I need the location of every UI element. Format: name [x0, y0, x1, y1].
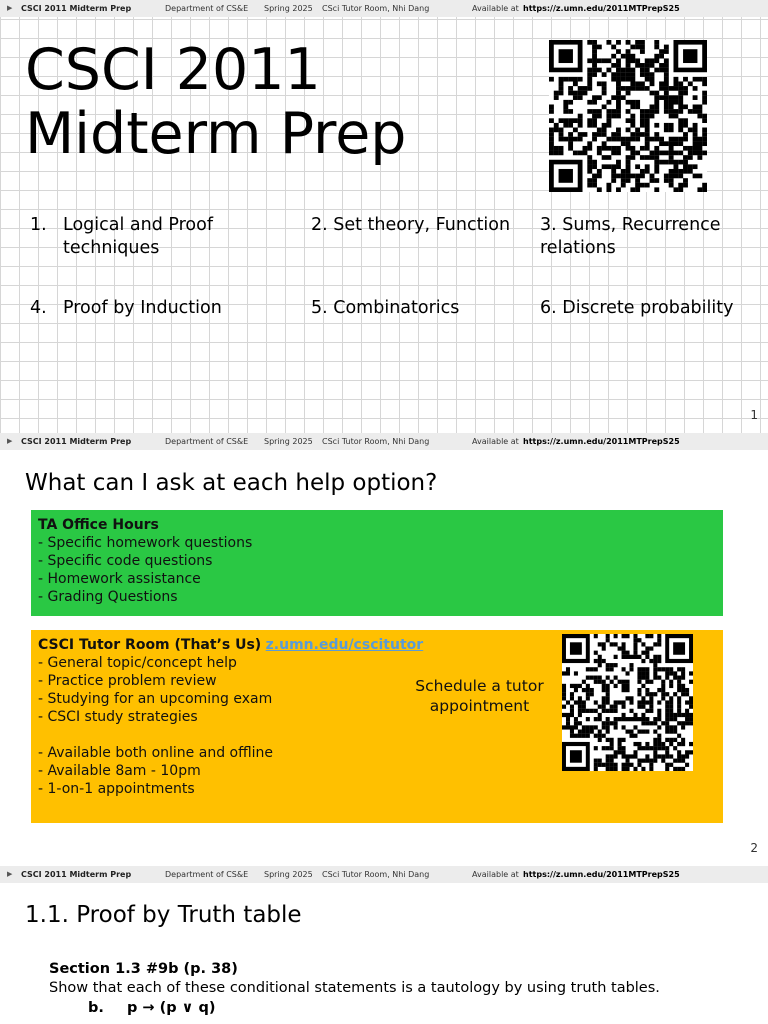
ta-item: - Specific homework questions [38, 535, 253, 551]
topic-3 [540, 214, 760, 260]
topic-text: Proof by Induction [63, 298, 222, 318]
page-number: 1 [750, 408, 758, 422]
slide-title [25, 38, 407, 166]
play-icon: ▶ [7, 4, 13, 12]
topic-number: 1. [30, 215, 47, 235]
header-dept: Department of CS&E [165, 4, 249, 13]
tutor-item: - Available both online and offline [38, 745, 274, 761]
topic-text: 5. Combinatorics [311, 298, 460, 318]
slide-header [0, 866, 768, 883]
tutor-item: - Available 8am - 10pm [38, 763, 201, 779]
ta-office-hours-box [31, 510, 723, 616]
tutor-item: - 1-on-1 appointments [38, 781, 195, 797]
header-available: Available at [472, 437, 519, 446]
tutor-item: - General topic/concept help [38, 655, 237, 671]
tutor-link[interactable]: z.umn.edu/cscitutor [265, 637, 424, 653]
slide-3 [0, 866, 768, 1024]
tutor-item: - CSCI study strategies [38, 709, 198, 725]
schedule-line-2: appointment [429, 697, 530, 715]
header-available: Available at [472, 870, 519, 879]
tutor-qr-code[interactable] [562, 634, 693, 771]
schedule-line-1: Schedule a tutor [415, 677, 544, 695]
slide-header [0, 433, 768, 450]
topic-1 [30, 214, 270, 260]
header-available: Available at [472, 4, 519, 13]
header-dept: Department of CS&E [165, 437, 249, 446]
topic-2 [311, 214, 511, 237]
part-label: b. [88, 1000, 104, 1016]
schedule-appointment-text [401, 676, 558, 716]
topic-5 [311, 297, 521, 320]
part-expression: p → (p ∨ q) [127, 1000, 216, 1016]
topic-4 [30, 297, 290, 320]
tutor-room-box [31, 630, 723, 823]
topic-number: 4. [30, 298, 47, 318]
topic-text: 2. Set theory, Function [311, 215, 511, 235]
qr-code[interactable] [549, 40, 707, 192]
header-term: Spring 2025 [264, 437, 313, 446]
tutor-title: CSCI Tutor Room (That’s Us) [38, 637, 262, 653]
title-line-1: CSCI 2011 [25, 37, 321, 103]
header-room: CSci Tutor Room, Nhi Dang [322, 4, 430, 13]
tutor-item: - Practice problem review [38, 673, 217, 689]
slide-heading: 1.1. Proof by Truth table [25, 902, 302, 928]
header-course: CSCI 2011 Midterm Prep [21, 4, 132, 13]
title-line-2: Midterm Prep [25, 101, 407, 167]
topic-text: Logical and Proof techniques [63, 215, 214, 258]
play-icon: ▶ [7, 870, 13, 878]
ta-title: TA Office Hours [38, 517, 159, 533]
header-url[interactable]: https://z.umn.edu/2011MTPrepS25 [523, 870, 680, 879]
topic-6 [540, 297, 765, 320]
header-room: CSci Tutor Room, Nhi Dang [322, 437, 430, 446]
page-number: 2 [750, 841, 758, 855]
header-term: Spring 2025 [264, 4, 313, 13]
slide-2 [0, 433, 768, 866]
header-course: CSCI 2011 Midterm Prep [21, 437, 132, 446]
section-ref: Section 1.3 #9b (p. 38) [49, 961, 238, 977]
instruction-text: Show that each of these conditional statements is a tautology by using truth tables. [49, 980, 660, 996]
tutor-item: - Studying for an upcoming exam [38, 691, 273, 707]
header-url[interactable]: https://z.umn.edu/2011MTPrepS25 [523, 4, 680, 13]
header-url[interactable]: https://z.umn.edu/2011MTPrepS25 [523, 437, 680, 446]
slide-1 [0, 0, 768, 433]
slide-heading: What can I ask at each help option? [25, 470, 438, 496]
topic-text: 6. Discrete probability [540, 298, 734, 318]
ta-item: - Grading Questions [38, 589, 178, 605]
header-room: CSci Tutor Room, Nhi Dang [322, 870, 430, 879]
header-dept: Department of CS&E [165, 870, 249, 879]
header-course: CSCI 2011 Midterm Prep [21, 870, 132, 879]
topic-text: 3. Sums, Recurrence relations [540, 215, 721, 258]
ta-item: - Specific code questions [38, 553, 213, 569]
slide-header [0, 0, 768, 17]
ta-item: - Homework assistance [38, 571, 201, 587]
header-term: Spring 2025 [264, 870, 313, 879]
play-icon: ▶ [7, 437, 13, 445]
